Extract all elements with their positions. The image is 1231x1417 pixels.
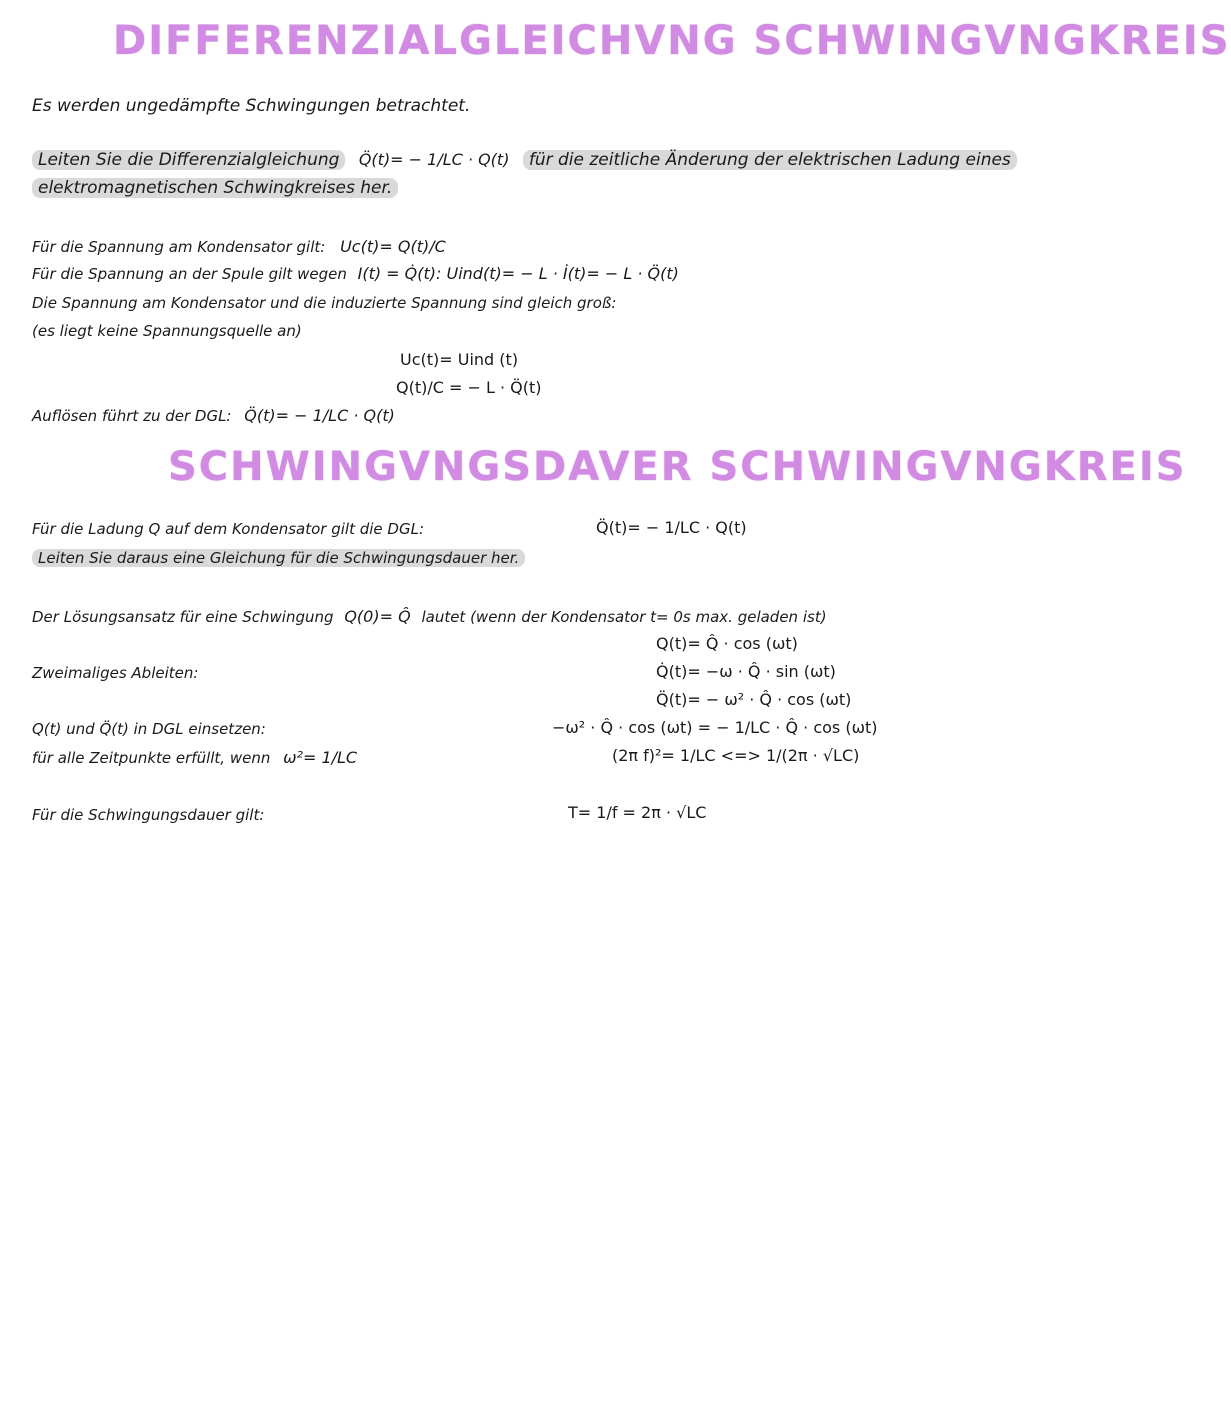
ansatz-eq: Q(0)= Q̂ (344, 607, 411, 626)
second-derivative-eq: Q̈(t)= − ω² · Q̂ · cos (ωt) (656, 690, 852, 709)
period-given-eq: Q̈(t)= − 1/LC · Q(t) (596, 518, 747, 537)
solution-eq: Q(t)= Q̂ · cos (ωt) (656, 634, 798, 653)
task-line-2 (32, 178, 398, 198)
period-title: SCHWINGVNGSDAVER SCHWINGVNGKREIS (168, 444, 1187, 490)
period-label: Für die Schwingungsdauer gilt: (32, 806, 265, 824)
line-capacitor (32, 237, 446, 256)
ansatz-text-b: lautet (wenn der Kondensator t= 0s max. geladen ist) (421, 608, 827, 626)
frequency-eq: (2π f)²= 1/LC <=> 1/(2π · √LC) (612, 746, 860, 765)
period-task-text: Leiten Sie daraus eine Gleichung für die Schwingungsdauer her. (32, 549, 525, 567)
line-no-source: (es liegt keine Spannungsquelle an) (32, 322, 302, 340)
line-capacitor-text: Für die Spannung am Kondensator gilt: (32, 238, 326, 256)
first-derivative-eq: Q̇(t)= −ω · Q̂ · sin (ωt) (656, 662, 836, 681)
line-capacitor-eq: Uc(t)= Q(t)/C (340, 237, 446, 256)
task-text-c: elektromagnetischen Schwingkreises her. (32, 178, 398, 198)
condition-eq: ω²= 1/LC (283, 748, 358, 767)
ansatz-text-a: Der Lösungsansatz für eine Schwingung (32, 608, 334, 626)
line-equal-voltage: Die Spannung am Kondensator und die induzierte Spannung sind gleich groß: (32, 294, 617, 312)
ansatz-line (32, 607, 827, 626)
intro-text: Es werden ungedämpfte Schwingungen betrachtet. (32, 96, 471, 116)
condition-text: für alle Zeitpunkte erfüllt, wenn (32, 749, 271, 767)
line-coil-text: Für die Spannung an der Spule gilt wegen (32, 265, 347, 283)
task-equation: Q̈(t)= − 1/LC · Q(t) (358, 150, 510, 169)
line-coil-eq: I(t) = Q̇(t): Uind(t)= − L · İ(t)= − L · Q̈(t) (357, 264, 679, 283)
line-solve-text: Auflösen führt zu der DGL: (32, 407, 232, 425)
task-text-b: für die zeitliche Änderung der elektrischen Ladung eines (523, 150, 1017, 170)
derive-label: Zweimaliges Ableiten: (32, 664, 199, 682)
dgl-title: DIFFERENZIALGLEICHVNG SCHWINGVNGKREIS (113, 18, 1231, 64)
period-task (32, 549, 525, 567)
eq-voltage-equal: Uc(t)= Uind (t) (400, 350, 519, 369)
insert-eq: −ω² · Q̂ · cos (ωt) = − 1/LC · Q̂ · cos (ωt) (552, 718, 878, 737)
task-text-a: Leiten Sie die Differenzialgleichung (32, 150, 345, 170)
eq-charge-relation: Q(t)/C = − L · Q̈(t) (396, 378, 542, 397)
condition-line (32, 748, 357, 767)
task-line-1 (32, 150, 1017, 170)
period-given-text: Für die Ladung Q auf dem Kondensator gilt die DGL: (32, 520, 424, 538)
insert-label: Q(t) und Q̈(t) in DGL einsetzen: (32, 720, 266, 738)
period-eq: T= 1/f = 2π · √LC (568, 803, 707, 822)
line-solve (32, 406, 395, 425)
line-coil (32, 264, 679, 283)
line-solve-eq: Q̈(t)= − 1/LC · Q(t) (244, 406, 395, 425)
